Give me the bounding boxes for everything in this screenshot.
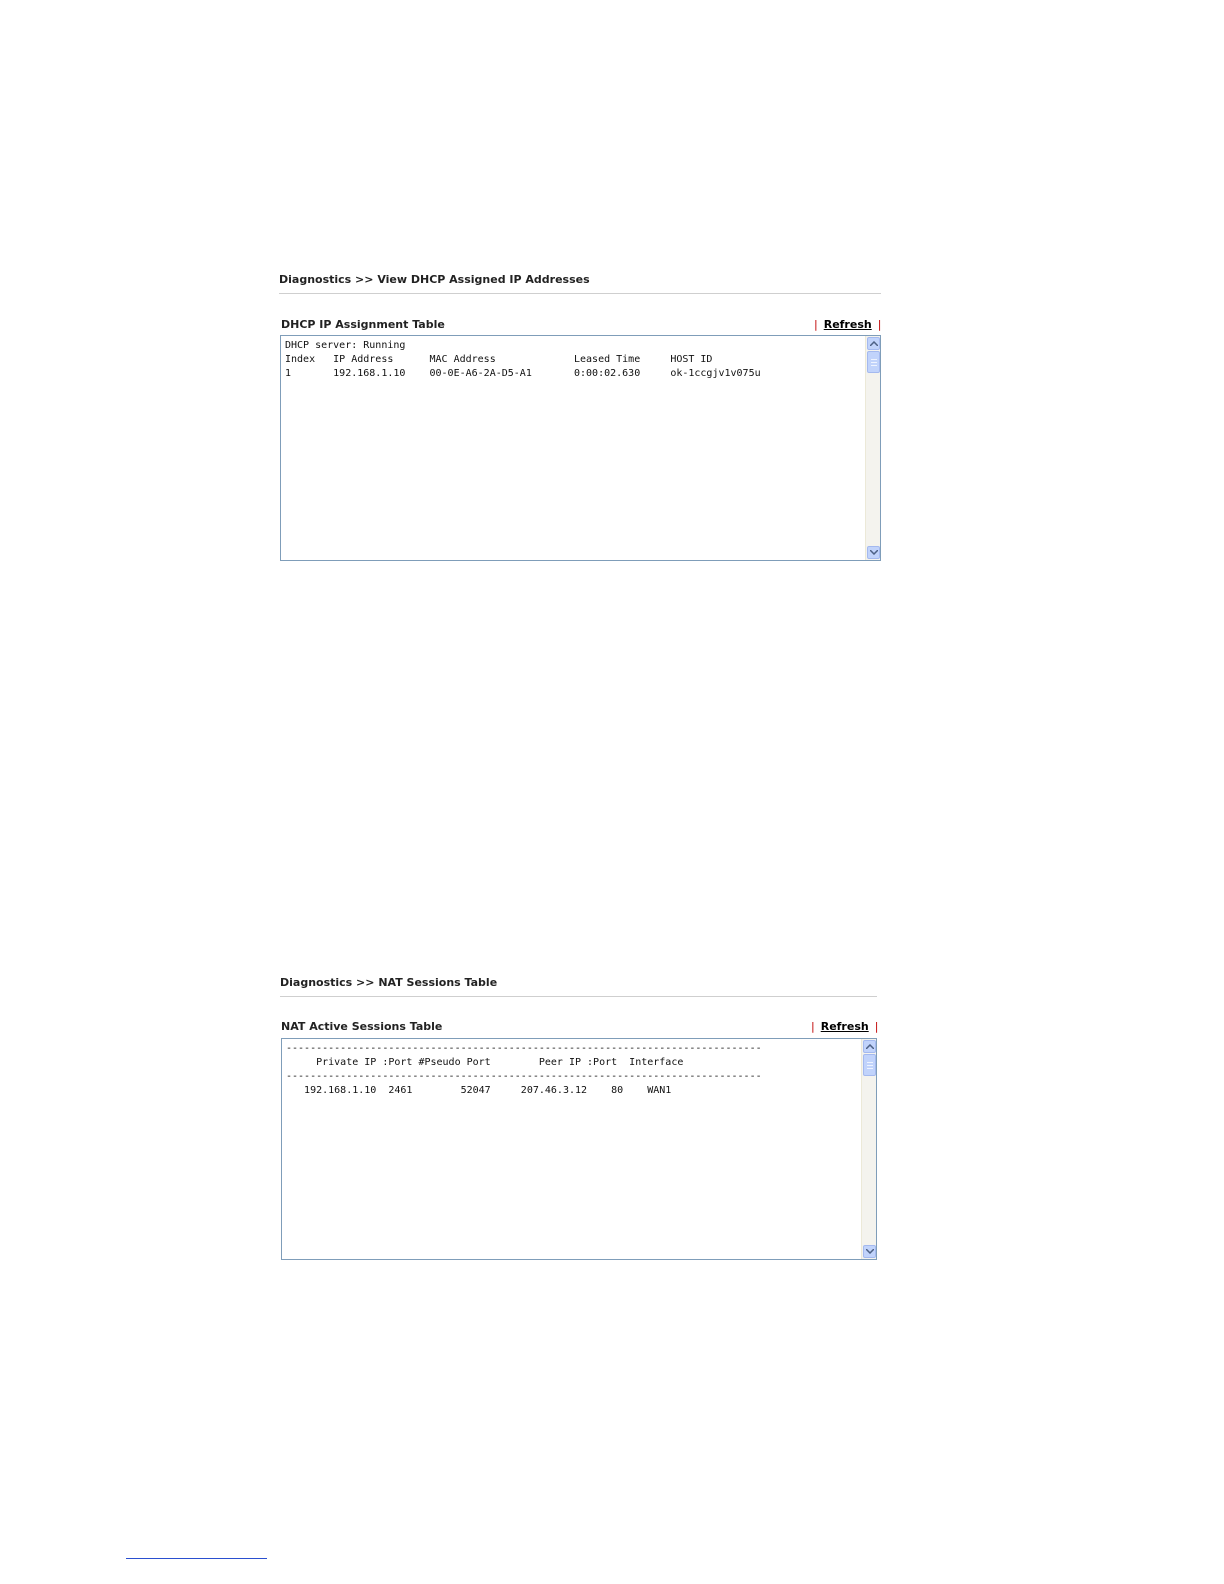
separator: | (814, 318, 818, 331)
chevron-up-icon (866, 1044, 874, 1049)
dhcp-breadcrumb: Diagnostics >> View DHCP Assigned IP Addresses (279, 273, 590, 286)
nat-breadcrumb: Diagnostics >> NAT Sessions Table (280, 976, 498, 989)
dhcp-table-title: DHCP IP Assignment Table (281, 318, 445, 331)
chevron-down-icon (870, 550, 878, 555)
nat-table-content: ------------------------------------------------------------------------------- Private IP :Port #Pseudo Port Peer IP :Port Interface ------------------------------------------------------------------------------- 192.168.1.10 2461 52047 207.46.3.12 80 WAN1 (286, 1043, 762, 1096)
scroll-down-button[interactable] (867, 546, 880, 559)
nat-scrollbar[interactable] (861, 1039, 876, 1259)
scroll-thumb[interactable] (867, 351, 880, 373)
dhcp-refresh-group (814, 318, 881, 331)
nat-table-title: NAT Active Sessions Table (281, 1020, 443, 1033)
footnote-separator (126, 1558, 267, 1559)
scroll-up-button[interactable] (867, 337, 880, 350)
scroll-up-button[interactable] (863, 1040, 876, 1053)
separator: | (874, 1020, 879, 1033)
dhcp-table-content: DHCP server: Running Index IP Address MAC Address Leased Time HOST ID 1 192.168.1.10 00-0E-A6-2A-D5-A1 0:00:02.630 ok-1ccgjv1v075u (285, 340, 761, 379)
dhcp-scrollbar[interactable] (865, 336, 880, 560)
separator: | (877, 318, 882, 331)
nat-table-textarea[interactable] (281, 1038, 877, 1260)
nat-refresh-group (811, 1020, 878, 1033)
nat-divider (280, 996, 877, 997)
separator: | (811, 1020, 815, 1033)
scroll-down-button[interactable] (863, 1245, 876, 1258)
chevron-up-icon (870, 341, 878, 346)
dhcp-divider (279, 293, 881, 294)
dhcp-refresh-link[interactable]: Refresh (823, 318, 872, 331)
scroll-thumb[interactable] (863, 1054, 876, 1076)
nat-refresh-link[interactable]: Refresh (820, 1020, 869, 1033)
dhcp-table-textarea[interactable] (280, 335, 881, 561)
chevron-down-icon (866, 1249, 874, 1254)
